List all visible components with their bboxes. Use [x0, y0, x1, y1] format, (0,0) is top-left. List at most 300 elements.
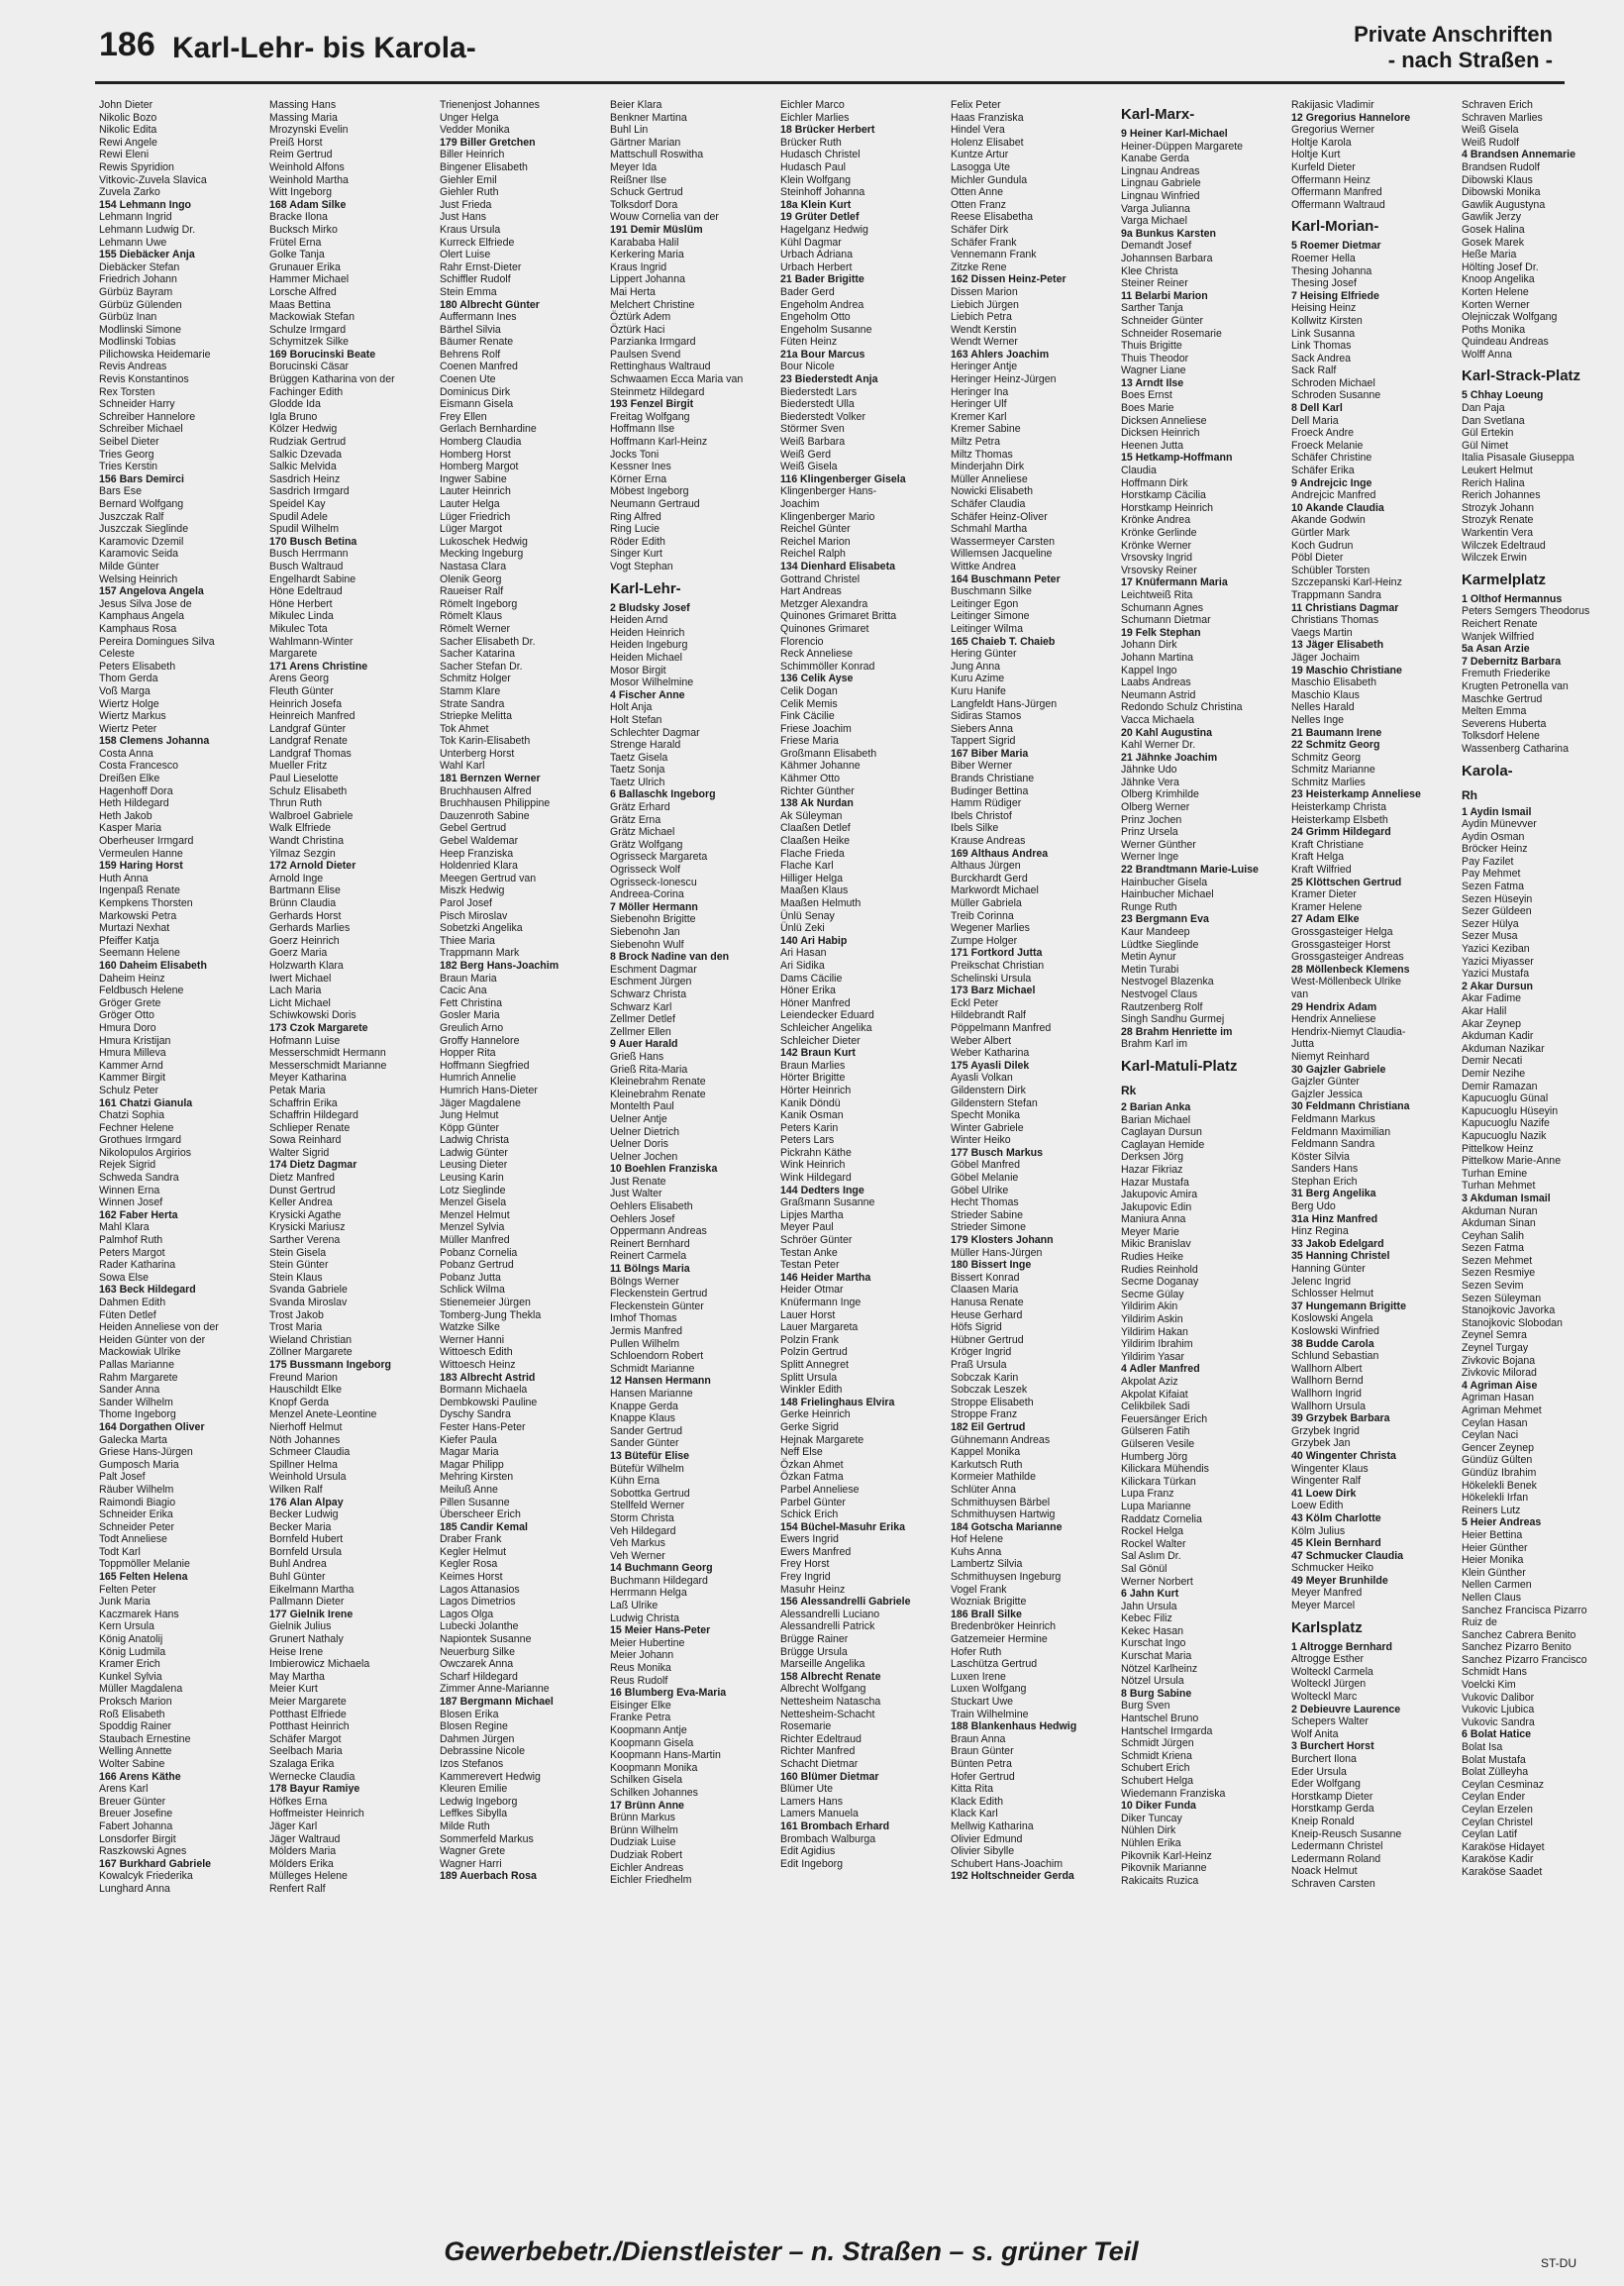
resident-entry: Bäumer Renate — [440, 336, 514, 349]
resident-entry: Röder Edith — [610, 535, 665, 548]
resident-entry: Aydin Osman — [1462, 830, 1525, 843]
resident-entry: Diker Tuncay — [1121, 1812, 1182, 1824]
house-number-entry: 136 Celik Ayse — [780, 673, 854, 685]
resident-entry: Horstkamp Dieter — [1291, 1790, 1373, 1803]
resident-entry: Rerich Johannes — [1462, 489, 1541, 502]
resident-entry: Sander Gertrud — [610, 1424, 683, 1437]
resident-entry: Schneider Peter — [99, 1520, 174, 1533]
resident-entry: Hmura Kristijan — [99, 1034, 171, 1047]
resident-entry: Dahmen Edith — [99, 1297, 166, 1308]
resident-entry: Grothues Irmgard — [99, 1134, 182, 1147]
resident-entry: Todt Anneliese — [99, 1533, 167, 1546]
resident-entry: Brandsen Rudolf — [1462, 160, 1540, 173]
resident-entry: Heße Maria — [1462, 249, 1517, 261]
resident-entry: Lüger Friedrich — [440, 510, 511, 523]
resident-entry: Gielnik Julius — [269, 1620, 332, 1633]
resident-entry: Schilken Johannes — [610, 1786, 698, 1799]
resident-entry: Höfs Sigrid — [951, 1321, 1002, 1334]
house-number-entry: 40 Wingenter Christa — [1291, 1449, 1396, 1462]
resident-entry: Strieder Sabine — [951, 1208, 1024, 1221]
resident-entry: Engeholm Andrea — [780, 298, 864, 311]
resident-entry: Homberg Margot — [440, 461, 519, 473]
resident-entry: Heiden Michael — [610, 651, 683, 664]
resident-entry: Ingwer Sabine — [440, 472, 507, 485]
resident-entry: Behrens Rolf — [440, 348, 501, 361]
house-number-entry: 134 Dienhard Elisabeta — [780, 560, 895, 572]
resident-entry: Schweda Sandra — [99, 1172, 179, 1185]
house-number-entry: 142 Braun Kurt — [780, 1047, 856, 1060]
resident-entry: Kähmer Otto — [780, 773, 841, 785]
house-number-entry: 176 Alan Alpay — [269, 1496, 344, 1508]
resident-entry: Gärtner Marian — [610, 136, 681, 149]
house-number-entry: 163 Beck Hildegard — [99, 1284, 196, 1297]
resident-entry: Seibel Dieter — [99, 436, 159, 449]
resident-entry: Fleckenstein Günter — [610, 1299, 704, 1312]
resident-entry: Kegler Helmut — [440, 1545, 507, 1558]
resident-entry: Andrejcic Manfred — [1291, 489, 1376, 502]
resident-entry: Grzybek Jan — [1291, 1437, 1351, 1450]
resident-entry: Keimes Horst — [440, 1571, 503, 1584]
resident-entry: Busch Waltraud — [269, 560, 344, 572]
resident-entry: Rewi Eleni — [99, 149, 150, 161]
resident-entry: Ari Sidika — [780, 959, 825, 972]
resident-entry: Hörter Brigitte — [780, 1072, 846, 1085]
resident-entry: Griese Hans-Jürgen — [99, 1446, 193, 1459]
resident-entry: Karaköse Hidayet — [1462, 1840, 1545, 1853]
house-number-entry: 19 Felk Stephan — [1121, 626, 1201, 639]
house-number-entry: 157 Angelova Angela — [99, 585, 204, 598]
resident-entry: Buhl Günter — [269, 1571, 326, 1584]
resident-entry: Svanda Gabriele — [269, 1284, 348, 1297]
resident-entry: Klee Christa — [1121, 264, 1178, 277]
house-number-entry: 4 Adler Manfred — [1121, 1363, 1200, 1376]
resident-entry: Heise Irene — [269, 1645, 324, 1658]
resident-entry: Meiluß Anne — [440, 1483, 498, 1496]
resident-entry: Braun Günter — [951, 1745, 1014, 1758]
resident-entry: Hökelekli Benek — [1462, 1479, 1537, 1492]
house-number-entry: 11 Belarbi Marion — [1121, 289, 1208, 302]
resident-entry: Burg Sven — [1121, 1700, 1170, 1713]
resident-entry: Brombach Walburga — [780, 1832, 876, 1845]
resident-entry: Bissert Konrad — [951, 1271, 1020, 1284]
resident-entry: Pikovnik Karl-Heinz — [1121, 1849, 1212, 1862]
resident-entry: Revis Andreas — [99, 361, 167, 373]
resident-entry: Müller Gabriela — [951, 897, 1022, 909]
resident-entry: Johann Dirk — [1121, 639, 1177, 652]
resident-entry: Sander Günter — [610, 1437, 679, 1450]
resident-entry: Schroden Michael — [1291, 376, 1375, 389]
resident-entry: Bartmann Elise — [269, 884, 341, 897]
street-heading: Karlsplatz — [1291, 1618, 1363, 1636]
resident-entry: Schmithuysen Hartwig — [951, 1508, 1056, 1521]
house-number-entry: 21a Bour Marcus — [780, 348, 865, 361]
house-number-entry: 4 Brandsen Annemarie — [1462, 149, 1575, 161]
resident-entry: Bornfeld Ursula — [269, 1545, 343, 1558]
resident-entry: Eichler Andreas — [610, 1861, 684, 1874]
resident-entry: Lagos Dimetrios — [440, 1596, 516, 1609]
resident-entry: Singer Kurt — [610, 548, 662, 561]
resident-entry: Pobanz Cornelia — [440, 1246, 518, 1259]
resident-entry: Glodde Ida — [269, 398, 321, 411]
resident-entry: Lagos Attanasios — [440, 1583, 520, 1596]
resident-entry: Holtje Karola — [1291, 136, 1352, 149]
resident-entry: Zeynel Semra — [1462, 1329, 1527, 1342]
resident-entry: Buchmann Hildegard — [610, 1574, 708, 1587]
resident-entry: Pisch Miroslav — [440, 909, 508, 922]
resident-entry: Friese Maria — [780, 735, 839, 748]
resident-entry: Ünlü Zeki — [780, 922, 825, 935]
resident-entry: Pobanz Gertrud — [440, 1259, 514, 1272]
resident-entry: Hökelekli Irfan — [1462, 1492, 1529, 1505]
resident-entry: van — [1291, 987, 1309, 1000]
resident-entry: Heiden Günter von der — [99, 1333, 206, 1346]
resident-entry: Sommerfeld Markus — [440, 1832, 534, 1845]
resident-entry: Jäger Waltraud — [269, 1832, 341, 1845]
resident-entry: Freund Marion — [269, 1371, 338, 1384]
resident-entry: Nestvogel Blazenka — [1121, 976, 1214, 988]
resident-entry: Urbach Herbert — [780, 260, 853, 273]
resident-entry: Nellen Claus — [1462, 1591, 1522, 1604]
resident-entry: Mikulec Tota — [269, 622, 328, 635]
resident-entry: Johannsen Barbara — [1121, 252, 1213, 264]
resident-entry: Spudil Wilhelm — [269, 523, 340, 536]
resident-entry: Kraus Ursula — [440, 223, 501, 236]
resident-entry: Heth Hildegard — [99, 797, 169, 810]
resident-entry: Paul Lieselotte — [269, 773, 339, 785]
resident-entry: Grossgasteiger Helga — [1291, 926, 1393, 938]
resident-entry: Ogrisseck Margareta — [610, 851, 708, 864]
resident-entry: Leusing Karin — [440, 1172, 504, 1185]
resident-entry: Dudziak Luise — [610, 1836, 676, 1849]
resident-entry: Parol Josef — [440, 897, 492, 909]
resident-entry: Koslowski Winfried — [1291, 1325, 1379, 1337]
resident-entry: Coenen Ute — [440, 373, 496, 386]
resident-entry: Klack Edith — [951, 1795, 1003, 1808]
resident-entry: Tok Karin-Elisabeth — [440, 735, 531, 748]
resident-entry: Rahr Ernst-Dieter — [440, 260, 522, 273]
resident-entry: Reiners Lutz — [1462, 1504, 1521, 1516]
resident-entry: Schleicher Dieter — [780, 1034, 861, 1047]
resident-entry: Zivkovic Bojana — [1462, 1354, 1536, 1367]
resident-entry: Wiedemann Franziska — [1121, 1787, 1226, 1800]
resident-entry: Dicksen Anneliese — [1121, 414, 1207, 427]
resident-entry: Holdenried Klara — [440, 860, 518, 873]
resident-entry: Wendt Kerstin — [951, 323, 1017, 336]
resident-entry: Ceylan Naci — [1462, 1429, 1519, 1442]
resident-entry: Schneider Günter — [1121, 314, 1204, 327]
resident-entry: Tries Kerstin — [99, 461, 158, 473]
resident-entry: Just Walter — [610, 1188, 662, 1200]
resident-entry: Fechner Helene — [99, 1121, 174, 1134]
resident-entry: Giehler Emil — [440, 173, 497, 186]
resident-entry: Sobczak Leszek — [951, 1384, 1028, 1397]
resident-entry: Gerlach Bernhardine — [440, 423, 537, 436]
house-number-entry: 178 Bayur Ramiye — [269, 1783, 360, 1796]
resident-entry: Kuntze Artur — [951, 149, 1009, 161]
resident-entry: Schneider Erika — [99, 1508, 173, 1521]
house-number-entry: 169 Althaus Andrea — [951, 847, 1049, 860]
house-number-entry: 161 Chatzi Gianula — [99, 1096, 193, 1109]
house-number-entry: 182 Berg Hans-Joachim — [440, 959, 559, 972]
resident-entry: Mikic Branislav — [1121, 1238, 1191, 1251]
resident-entry: Schiffler Rudolf — [440, 273, 511, 286]
house-number-entry: 144 Dedters Inge — [780, 1184, 864, 1196]
resident-entry: Otten Anne — [951, 186, 1004, 199]
resident-entry: Wolteckl Jürgen — [1291, 1678, 1367, 1691]
resident-entry: Nestvogel Claus — [1121, 987, 1198, 1000]
house-number-entry: 7 Möller Hermann — [610, 900, 698, 913]
house-number-entry: 41 Loew Dirk — [1291, 1487, 1357, 1500]
resident-entry: Bars Ese — [99, 485, 142, 498]
house-number-entry: 47 Schmucker Claudia — [1291, 1549, 1404, 1562]
resident-entry: Gosek Halina — [1462, 223, 1525, 236]
resident-entry: Breuer Günter — [99, 1795, 166, 1808]
resident-entry: Menzel Anete-Leontine — [269, 1408, 377, 1421]
directory-column — [780, 99, 943, 2219]
resident-entry: Richter Manfred — [780, 1745, 856, 1758]
resident-entry: Mölders Maria — [269, 1845, 337, 1858]
resident-entry: Feldmann Sandra — [1291, 1138, 1375, 1151]
resident-entry: Celikbilek Sadi — [1121, 1401, 1190, 1413]
resident-entry: Raimondi Biagio — [99, 1496, 176, 1508]
resident-entry: Gürbüz Inan — [99, 311, 157, 324]
house-number-entry: 39 Grzybek Barbara — [1291, 1412, 1390, 1425]
resident-entry: Zumpe Holger — [951, 934, 1018, 947]
resident-entry: Pittelkow Heinz — [1462, 1142, 1534, 1155]
resident-entry: Wozniak Brigitte — [951, 1596, 1027, 1609]
resident-entry: Yildirim Akin — [1121, 1300, 1178, 1313]
street-heading: Karl-Strack-Platz — [1462, 367, 1581, 385]
resident-entry: Uelner Doris — [610, 1138, 668, 1151]
resident-entry: Mai Herta — [610, 285, 656, 298]
resident-entry: Krause Andreas — [951, 835, 1026, 848]
directory-column — [951, 99, 1113, 2219]
resident-entry: Kuru Hanife — [951, 684, 1006, 697]
resident-entry: Edit Agidius — [780, 1845, 836, 1858]
resident-entry: Schmitz Holger — [440, 673, 511, 685]
resident-entry: Gebel Gertrud — [440, 822, 507, 835]
resident-entry: Gündüz Ibrahim — [1462, 1466, 1537, 1479]
street-heading: Karmelplatz — [1462, 571, 1547, 588]
resident-entry: Sezen Fatma — [1462, 1242, 1525, 1255]
resident-entry: Bruchhausen Alfred — [440, 784, 532, 797]
resident-entry: Redondo Schulz Christina — [1121, 701, 1243, 714]
house-number-entry: 160 Blümer Dietmar — [780, 1770, 879, 1783]
house-number-entry: 1 Aydin Ismail — [1462, 805, 1532, 818]
resident-entry: Parbel Günter — [780, 1496, 846, 1508]
house-number-entry: 7 Heising Elfriede — [1291, 289, 1379, 302]
resident-entry: Sezen Fatma — [1462, 881, 1525, 893]
resident-entry: Boes Ernst — [1121, 389, 1172, 402]
resident-entry: Taetz Gisela — [610, 751, 668, 764]
resident-entry: Siebenohn Jan — [610, 926, 680, 938]
resident-entry: Schäfer Christine — [1291, 452, 1372, 465]
resident-entry: Edit Ingeborg — [780, 1857, 844, 1870]
resident-entry: Leffkes Sibylla — [440, 1808, 508, 1820]
resident-entry: Ingenpaß Renate — [99, 884, 180, 897]
resident-entry: Jähnke Udo — [1121, 764, 1177, 777]
resident-entry: Mülleges Helene — [269, 1870, 348, 1883]
resident-entry: Müller Magdalena — [99, 1683, 183, 1696]
resident-entry: Gosler Maria — [440, 1009, 500, 1022]
resident-entry: Sanchez Pizarro Benito — [1462, 1641, 1572, 1654]
resident-entry: Mackowiak Ulrike — [99, 1346, 181, 1359]
resident-entry: Pallmann Dieter — [269, 1596, 345, 1609]
resident-entry: Wagner Liane — [1121, 364, 1186, 377]
house-number-entry: 12 Gregorius Hannelore — [1291, 111, 1411, 124]
resident-entry: Hagenhoff Dora — [99, 784, 173, 797]
resident-entry: Koslowski Angela — [1291, 1312, 1373, 1325]
resident-entry: Kamphaus Angela — [99, 610, 184, 623]
resident-entry: Ladwig Christa — [440, 1134, 510, 1147]
resident-entry: Klack Karl — [951, 1808, 998, 1820]
resident-entry: Draber Frank — [440, 1533, 502, 1546]
resident-entry: Nettesheim-Schacht — [780, 1708, 875, 1720]
resident-entry: Zöllner Margarete — [269, 1346, 353, 1359]
resident-entry: Jung Helmut — [440, 1109, 499, 1122]
resident-entry: Feuersänger Erich — [1121, 1412, 1208, 1425]
resident-entry: Grunauer Erika — [269, 260, 341, 273]
resident-entry: Herrmann Helga — [610, 1587, 687, 1600]
resident-entry: Dreißen Elke — [99, 773, 160, 785]
street-heading: Karl-Marx- — [1121, 106, 1195, 123]
resident-entry: Ruiz de — [1462, 1616, 1497, 1629]
resident-entry: Sezer Musa — [1462, 930, 1518, 943]
resident-entry: Hagelganz Hedwig — [780, 223, 868, 236]
resident-entry: Mikulec Linda — [269, 610, 334, 623]
resident-entry: Olenik Georg — [440, 572, 502, 585]
resident-entry: Fabert Johanna — [99, 1819, 173, 1832]
resident-entry: Reinert Carmela — [610, 1250, 687, 1263]
resident-entry: Imhof Thomas — [610, 1312, 677, 1325]
house-number-entry: 11 Bölngs Maria — [610, 1263, 690, 1276]
resident-entry: Heinrich Josefa — [269, 697, 343, 710]
resident-entry: Kölzer Hedwig — [269, 423, 338, 436]
resident-entry: Strozyk Renate — [1462, 514, 1534, 527]
resident-entry: Derksen Jörg — [1121, 1151, 1183, 1164]
resident-entry: Wagner Harri — [440, 1857, 502, 1870]
resident-entry: Steiner Reiner — [1121, 277, 1188, 290]
house-number-entry: 9 Andrejcic Inge — [1291, 476, 1372, 489]
house-number-entry: 5a Asan Arzie — [1462, 643, 1530, 656]
resident-entry: Schubert Erich — [1121, 1762, 1190, 1775]
house-number-entry: 187 Bergmann Michael — [440, 1696, 554, 1708]
resident-entry: Steinhoff Johanna — [780, 186, 865, 199]
resident-entry: Wahl Karl — [440, 760, 485, 773]
resident-entry: Stein Klaus — [269, 1271, 323, 1284]
resident-entry: Karababa Halil — [610, 236, 679, 249]
resident-entry: Varga Michael — [1121, 215, 1187, 228]
resident-entry: Kormeier Mathilde — [951, 1471, 1036, 1484]
resident-entry: Offermann Heinz — [1291, 173, 1370, 186]
resident-entry: Juszczak Ralf — [99, 510, 164, 523]
resident-entry: Fleckenstein Gertrud — [610, 1288, 708, 1300]
resident-entry: Pillen Susanne — [440, 1496, 510, 1508]
resident-entry: Jesus Silva Jose de — [99, 597, 192, 610]
resident-entry: Räuber Wilhelm — [99, 1483, 174, 1496]
resident-entry: Klingenberger Hans- — [780, 485, 877, 498]
resident-entry: Thuis Brigitte — [1121, 340, 1182, 353]
resident-entry: Holzwarth Klara — [269, 959, 344, 972]
house-number-entry: 116 Klingenberger Gisela — [780, 472, 906, 485]
resident-entry: Prinz Jochen — [1121, 813, 1182, 826]
resident-entry: Lubecki Jolanthe — [440, 1620, 519, 1633]
resident-entry: Bärthel Silvia — [440, 323, 501, 336]
resident-entry: Schmitz Marianne — [1291, 764, 1375, 777]
resident-entry: Olberg Werner — [1121, 801, 1190, 814]
resident-entry: Göbel Manfred — [951, 1159, 1021, 1172]
resident-entry: Wiertz Markus — [99, 710, 166, 723]
resident-entry: Link Susanna — [1291, 327, 1356, 340]
corner-code: ST-DU — [1541, 2256, 1576, 2270]
resident-entry: Krönke Werner — [1121, 539, 1192, 552]
resident-entry: Auffermann Ines — [440, 311, 517, 324]
resident-entry: Römelt Klaus — [440, 610, 502, 623]
resident-entry: Schmithuysen Bärbel — [951, 1496, 1051, 1508]
resident-entry: Mattschull Roswitha — [610, 149, 704, 161]
resident-entry: Heep Franziska — [440, 847, 514, 860]
resident-entry: Thesing Johanna — [1291, 264, 1372, 277]
resident-entry: Marseille Angelika — [780, 1658, 865, 1671]
house-number-entry: 162 Dissen Heinz-Peter — [951, 273, 1066, 286]
resident-entry: Krysicki Agathe — [269, 1208, 342, 1221]
resident-entry: Holt Anja — [610, 701, 653, 714]
resident-entry: Costa Anna — [99, 747, 153, 760]
resident-entry: Pöbl Dieter — [1291, 552, 1344, 565]
resident-entry: Thom Gerda — [99, 673, 158, 685]
resident-entry: Möbest Ingeborg — [610, 485, 689, 498]
house-number-entry: 192 Holtschneider Gerda — [951, 1870, 1074, 1883]
resident-entry: Owczarek Anna — [440, 1658, 514, 1671]
resident-entry: Zellmer Detlef — [610, 1013, 675, 1026]
resident-entry: Demandt Josef — [1121, 240, 1192, 253]
resident-entry: Runge Ruth — [1121, 900, 1177, 913]
resident-entry: Eschment Jürgen — [610, 976, 692, 988]
resident-entry: Mackowiak Stefan — [269, 311, 355, 324]
resident-entry: Knappe Gerda — [610, 1400, 678, 1412]
resident-entry: Schubert Helga — [1121, 1775, 1194, 1787]
house-number-entry: 170 Busch Betina — [269, 535, 357, 548]
resident-entry: Peters Lars — [780, 1134, 835, 1147]
resident-entry: Sezen Süleyman — [1462, 1292, 1542, 1304]
resident-entry: Lüdtke Sieglinde — [1121, 938, 1199, 951]
resident-entry: Praß Ursula — [951, 1358, 1007, 1371]
resident-entry: Meegen Gertrud van — [440, 872, 537, 884]
house-number-entry: 3 Burchert Horst — [1291, 1740, 1374, 1753]
resident-entry: Koch Gudrun — [1291, 539, 1354, 552]
directory-column — [1462, 99, 1624, 2219]
resident-entry: Knopf Gerda — [269, 1396, 330, 1408]
house-number-entry: 138 Ak Nurdan — [780, 797, 854, 810]
resident-entry: Taetz Ulrich — [610, 776, 665, 788]
house-number-entry: 8 Burg Sabine — [1121, 1687, 1192, 1700]
resident-entry: Caglayan Dursun — [1121, 1126, 1202, 1139]
resident-entry: Welsing Heinrich — [99, 572, 178, 585]
resident-entry: Kebec Filiz — [1121, 1612, 1172, 1625]
resident-entry: Olivier Sibylle — [951, 1845, 1015, 1858]
resident-entry: Nikolic Edita — [99, 124, 157, 137]
resident-entry: Sezen Hüseyin — [1462, 892, 1533, 905]
resident-entry: Lorsche Alfred — [269, 285, 337, 298]
house-number-entry: 8 Dell Karl — [1291, 402, 1343, 415]
resident-entry: Claasen Maria — [951, 1284, 1019, 1297]
resident-entry: Kasper Maria — [99, 822, 161, 835]
resident-entry: Maschio Klaus — [1291, 688, 1360, 701]
resident-entry: Gottrand Christel — [780, 572, 861, 585]
resident-entry: Frütel Erna — [269, 236, 322, 249]
house-number-entry: 3 Akduman Ismail — [1462, 1192, 1551, 1204]
resident-entry: Schumann Dietmar — [1121, 614, 1211, 627]
